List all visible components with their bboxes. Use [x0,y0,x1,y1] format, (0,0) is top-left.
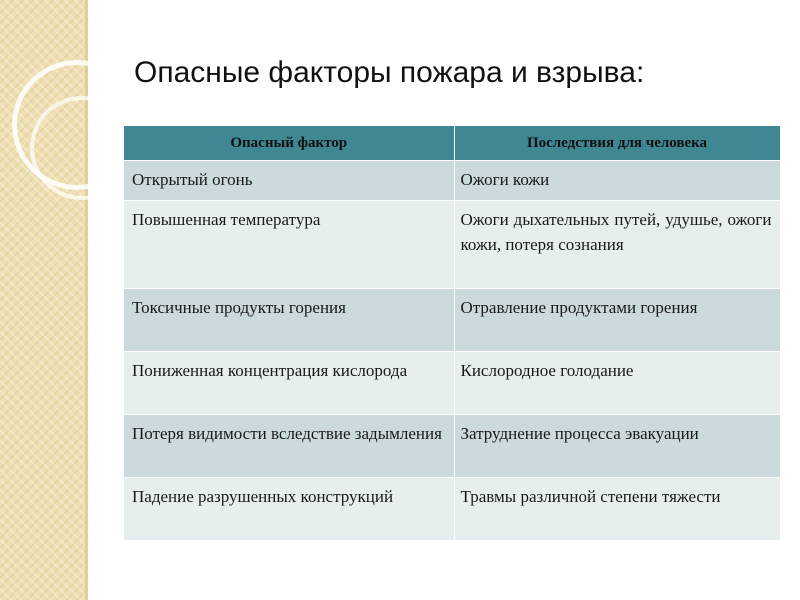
table-cell-factor: Пониженная концентрация кислорода [124,352,454,415]
slide-title: Опасные факторы пожара и взрыва: [134,56,645,89]
table-cell-consequence: Ожоги кожи [454,161,780,201]
table-cell-factor: Падение разрушенных конструкций [124,478,454,541]
table-row [124,201,780,289]
table-cell-factor: Открытый огонь [124,161,454,201]
table-cell-consequence: Кислородное голодание [454,352,780,415]
table-cell-factor: Повышенная температура [124,201,454,289]
table-cell-factor: Потеря видимости вследствие задымления [124,415,454,478]
table-header-row [124,126,780,161]
table-row [124,415,780,478]
decorative-side-band [0,0,88,600]
table-row [124,289,780,352]
table-cell-factor: Токсичные продукты горения [124,289,454,352]
table-cell-consequence: Травмы различной степени тяжести [454,478,780,541]
table-row [124,478,780,541]
header-human-consequence: Последствия для человека [454,126,780,161]
table-cell-consequence: Ожоги дыхательных путей, удушье, ожоги кожи, потеря сознания [454,201,780,289]
table-cell-consequence: Отравление продуктами горения [454,289,780,352]
table-cell-consequence: Затруднение процесса эвакуации [454,415,780,478]
hazard-factors-table [124,126,781,540]
table-row [124,352,780,415]
table-row [124,161,780,201]
header-hazard-factor: Опасный фактор [124,126,454,161]
